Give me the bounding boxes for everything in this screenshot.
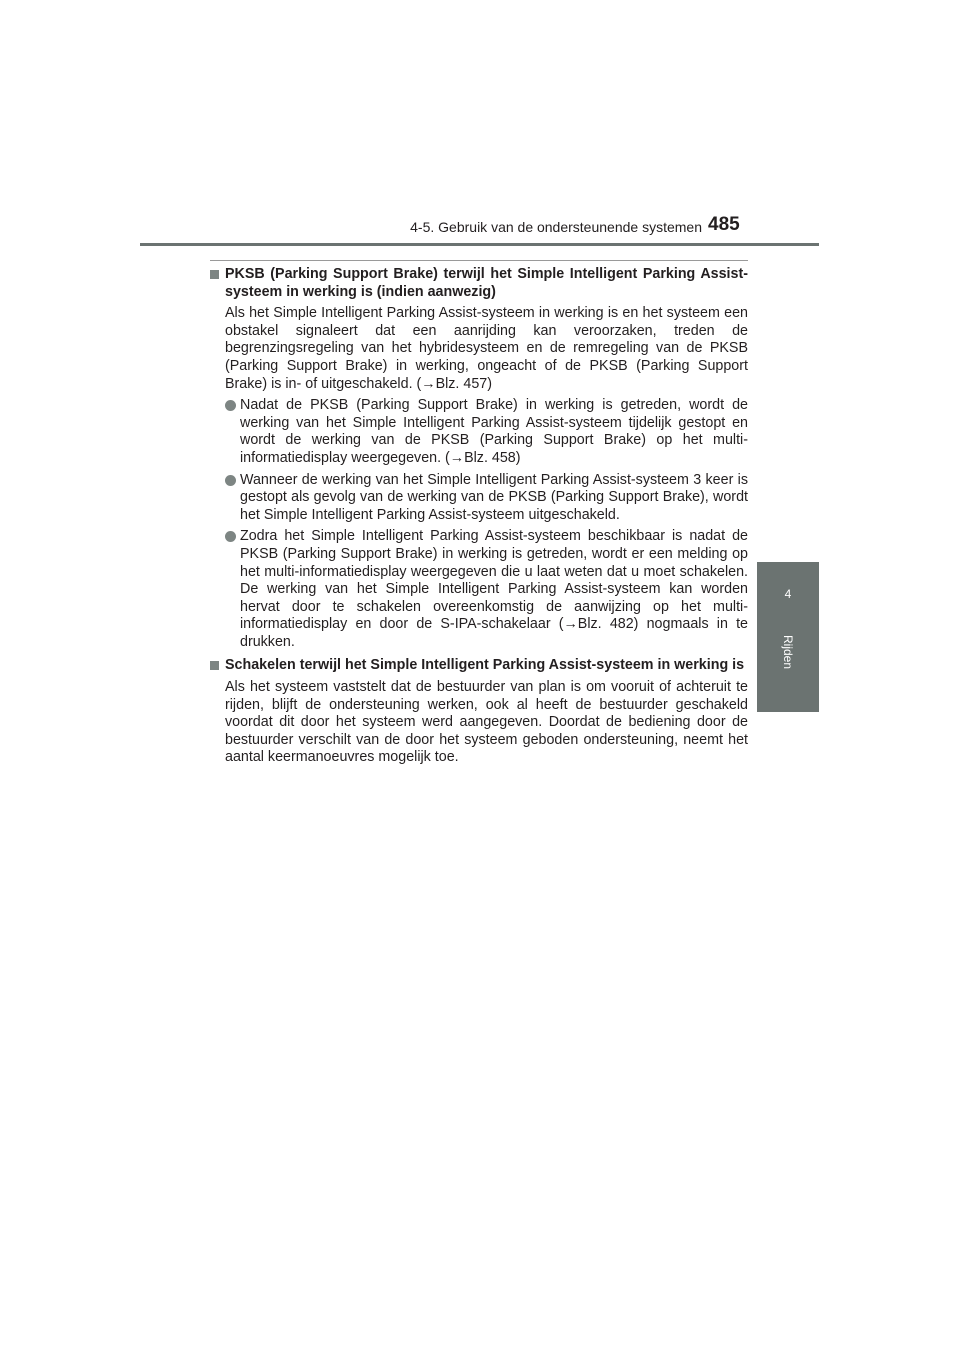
- section-heading: [210, 657, 748, 675]
- chapter-number: 4: [784, 587, 792, 601]
- page-number: 485: [708, 214, 740, 235]
- list-item-text: Nadat de PKSB (Parking Support Brake) in werking is getreden, wordt de werking van het Simple Intelligent Parking Assist-systeem tijdelijk gestopt en wordt de werking van de PKSB (Parking Support Brake) op het multi-informatiedisplay weergegeven. (→Blz. 458): [240, 397, 748, 466]
- circle-bullet-icon: [225, 475, 236, 486]
- list-item-text: Wanneer de werking van het Simple Intelligent Parking Assist-systeem 3 keer is gestopt als gevolg van de werking van de PKSB (Parking Support Brake), wordt het Simple Intelligent Parking Assist-systeem uitgeschakeld.: [240, 471, 748, 523]
- header-rule: [140, 243, 819, 246]
- section-heading-text: PKSB (Parking Support Brake) terwijl het Simple Intelligent Parking Assist-systeem in werking is (indien aanwezig): [225, 266, 748, 300]
- section-paragraph: Als het Simple Intelligent Parking Assist-systeem in werking is en het systeem een obstakel signaleert dat een aanrijding kan veroorzaken, treden de begrenzingsregeling van het hybridesysteem en de remregeling van de PKSB (Parking Support Brake) in werking, ongeacht of de PKSB (Parking Support Brake) is in- of uitgeschakeld. (→Blz. 457): [225, 305, 748, 392]
- list-item: [225, 397, 748, 467]
- circle-bullet-icon: [225, 400, 236, 411]
- section-paragraph: Als het systeem vaststelt dat de bestuurder van plan is om vooruit of achteruit te rijden, blijft de ondersteuning werken, ook al heeft de bestuurder geschakeld voordat dit door het systeem werd aangegeven. Doordat de bediening door de bestuurder verschilt van de door het systeem geboden ondersteuning, neemt het aantal keermanoeuvres mogelijk toe.: [225, 679, 748, 766]
- section-heading-text: Schakelen terwijl het Simple Intelligent Parking Assist-systeem in werking is: [225, 657, 745, 674]
- list-item: [225, 528, 748, 651]
- square-bullet-icon: [210, 661, 219, 670]
- square-bullet-icon: [210, 270, 219, 279]
- content-rule: [210, 260, 748, 261]
- list-item-text: Zodra het Simple Intelligent Parking Assist-systeem beschikbaar is nadat de PKSB (Parking Support Brake) in werking is getreden, wordt er een melding op het multi-informatiedisplay weergegeven die u laat weten dat u moet schakelen. De werking van het Simple Intelligent Parking Assist-systeem kan worden hervat door te schakelen overeenkomstig de aanwijzing op het multi-informatiedisplay en door de S-IPA-schakelaar (→Blz. 482) nogmaals in te drukken.: [240, 528, 748, 650]
- section-title: 4-5. Gebruik van de ondersteunende systemen: [410, 219, 702, 235]
- page-content: [210, 266, 748, 771]
- list-item: [225, 472, 748, 525]
- circle-bullet-icon: [225, 531, 236, 542]
- chapter-name: Rijden: [781, 634, 795, 670]
- section-heading: [210, 266, 748, 301]
